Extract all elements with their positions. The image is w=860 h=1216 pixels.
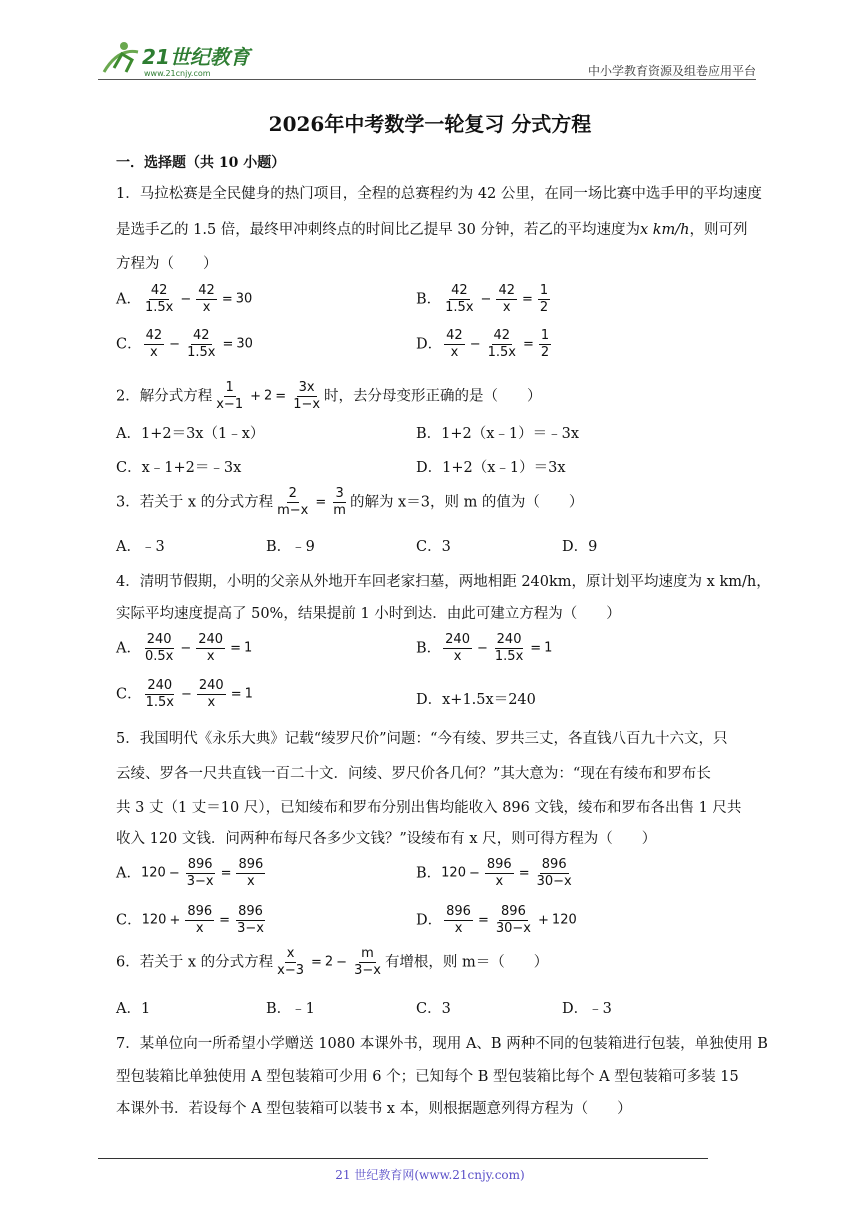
q4-option-b[interactable]: B． $\frac{240}{x}$ − $\frac{240}{1.5x}$ = 1 (416, 632, 553, 664)
logo-text: 21世纪教育 (142, 45, 250, 69)
platform-name: 中小学教育资源及组卷应用平台 (587, 64, 756, 78)
q6-stem: 6．若关于 x 的分式方程 $\frac{x}{x-3}$ = 2 − $\frac{m}{3-x}$ 有增根，则 m＝（ ） (116, 946, 549, 978)
q4-option-c[interactable]: C． $\frac{240}{1.5x}$ − $\frac{240}{x}$ = 1 (116, 678, 253, 710)
q5-line3: 共 3 丈（1 丈＝10 尺），已知绫布和罗布分别出售均能收入 896 文钱，绫布和罗布各出售 1 尺共 (116, 800, 742, 816)
footer-divider (98, 1158, 708, 1159)
q6-option-b[interactable]: B．﹣1 (266, 1001, 315, 1017)
q6-option-c[interactable]: C．3 (416, 1001, 451, 1017)
q5-option-c[interactable]: C．120 + $\frac{896}{x}$ = $\frac{896}{3-x}$ (116, 904, 264, 936)
q7-line2: 型包装箱比单独使用 A 型包装箱可少用 6 个；已知每个 B 型包装箱比每个 A 型包装箱可多装 15 (116, 1069, 739, 1085)
q6-option-a[interactable]: A．1 (116, 1001, 151, 1017)
q6-option-d[interactable]: D．﹣3 (562, 1001, 612, 1017)
section-heading: 一．选择题（共 10 小题） (116, 155, 286, 171)
footer-link[interactable]: 21 世纪教育网(www.21cnjy.com) (335, 1168, 525, 1182)
q5-line1: 5．我国明代《永乐大典》记载“绫罗尺价”问题：“今有绫、罗共三丈，各直钱八百九十六文，只 (116, 731, 728, 747)
page-title: 2026年中考数学一轮复习 分式方程 (268, 112, 592, 136)
q5-option-a[interactable]: A．120 − $\frac{896}{3-x}$ = $\frac{896}{x}$ (116, 857, 264, 889)
q2-stem: 2．解分式方程 $\frac{1}{x-1}$ + 2 = $\frac{3x}{1-x}$ 时，去分母变形正确的是（ ） (116, 380, 542, 412)
q1-line1: 1．马拉松赛是全民健身的热门项目，全程的总赛程约为 42 公里，在同一场比赛中选手甲的平均速度 (116, 186, 762, 202)
q1-option-c[interactable]: C． $\frac{42}{x}$ − $\frac{42}{1.5x}$ = 30 (116, 328, 253, 360)
q1-option-a[interactable]: A． $\frac{42}{1.5x}$ − $\frac{42}{x}$ = 30 (116, 283, 253, 315)
q5-line2: 云绫、罗各一尺共直钱一百二十文．问绫、罗尺价各几何？”其大意为：“现在有绫布和罗布长 (116, 766, 711, 782)
q7-line3: 本课外书．若设每个 A 型包装箱可以装书 x 本，则根据题意列得方程为（ ） (116, 1101, 632, 1117)
q5-option-d[interactable]: D． $\frac{896}{x}$ = $\frac{896}{30-x}$ + 120 (416, 904, 577, 936)
q2-option-b[interactable]: B．1+2（x﹣1）＝﹣3x (416, 426, 580, 442)
q4-line1: 4．清明节假期，小明的父亲从外地开车回老家扫墓，两地相距 240km，原计划平均速度为 x km/h， (116, 574, 771, 590)
q4-line2: 实际平均速度提高了 50%，结果提前 1 小时到达．由此可建立方程为（ ） (116, 606, 621, 622)
q3-stem: 3．若关于 x 的分式方程 $\frac{2}{m-x}$ = $\frac{3}{m}$ 的解为 x＝3，则 m 的值为（ ） (116, 486, 584, 518)
q3-option-d[interactable]: D．9 (562, 539, 598, 555)
q5-option-b[interactable]: B．120 − $\frac{896}{x}$ = $\frac{896}{30-x}$ (416, 857, 572, 889)
q2-option-a[interactable]: A．1+2＝3x（1﹣x） (116, 426, 265, 442)
q1-option-d[interactable]: D． $\frac{42}{x}$ − $\frac{42}{1.5x}$ = $\frac{1}{2}$ (416, 328, 550, 360)
header-divider (98, 79, 756, 80)
q7-line1: 7．某单位向一所希望小学赠送 1080 本课外书，现用 A、B 两种不同的包装箱进行包装，单独使用 B (116, 1036, 768, 1052)
q4-option-a[interactable]: A． $\frac{240}{0.5x}$ − $\frac{240}{x}$ = 1 (116, 632, 253, 664)
logo-url: www.21cnjy.com (144, 69, 211, 78)
logo (98, 38, 258, 80)
q2-option-c[interactable]: C．x﹣1+2＝﹣3x (116, 460, 242, 476)
q2-option-d[interactable]: D．1+2（x﹣1）＝3x (416, 460, 566, 476)
q3-option-a[interactable]: A．﹣3 (116, 539, 165, 555)
q3-option-b[interactable]: B．﹣9 (266, 539, 315, 555)
q1-option-b[interactable]: B． $\frac{42}{1.5x}$ − $\frac{42}{x}$ = $\frac{1}{2}$ (416, 283, 549, 315)
q4-option-d[interactable]: D．x+1.5x＝240 (416, 692, 536, 708)
q3-option-c[interactable]: C．3 (416, 539, 451, 555)
q5-line4: 收入 120 文钱．问两种布每尺各多少文钱？”设绫布有 x 尺，则可得方程为（ ） (116, 831, 657, 847)
q1-line2: 是选手乙的 1.5 倍，最终甲冲刺终点的时间比乙提早 30 分钟，若乙的平均速度为x km/h，则可列 (116, 222, 748, 238)
q1-line3: 方程为（ ） (116, 256, 218, 272)
